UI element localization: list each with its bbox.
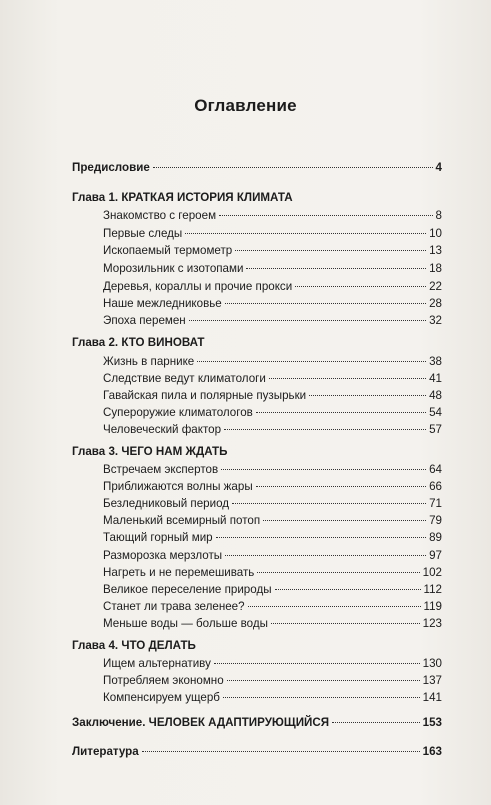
dot-leader bbox=[224, 429, 426, 430]
toc-page-number: 137 bbox=[422, 674, 442, 687]
toc-entry bbox=[103, 244, 442, 258]
dot-leader bbox=[235, 250, 426, 251]
toc-page-number: 41 bbox=[429, 372, 442, 385]
toc-entry bbox=[103, 297, 442, 311]
toc-page-number: 163 bbox=[422, 745, 442, 758]
dot-leader bbox=[246, 268, 426, 269]
toc-page-number: 130 bbox=[422, 657, 442, 670]
toc-entry-label: Приближаются волны жары bbox=[103, 480, 253, 493]
toc-entry bbox=[103, 423, 442, 437]
toc-entry-label: Наше межледниковье bbox=[103, 297, 222, 310]
toc-entry-label: Гавайская пила и полярные пузырьки bbox=[103, 389, 307, 402]
toc-entry-preface bbox=[72, 161, 442, 175]
toc-entry bbox=[103, 480, 442, 494]
toc-entry-label: Великое переселение природы bbox=[103, 583, 272, 596]
toc-page-number: 57 bbox=[429, 423, 442, 436]
toc-page-number: 48 bbox=[429, 389, 442, 402]
dot-leader bbox=[248, 606, 421, 607]
toc-page-number: 4 bbox=[435, 161, 442, 174]
toc-entry-label: Эпоха перемен bbox=[103, 314, 186, 327]
toc-entry-label: Разморозка мерзлоты bbox=[103, 549, 223, 562]
toc-page-number: 32 bbox=[429, 314, 442, 327]
toc-entry bbox=[103, 497, 442, 511]
toc-entry bbox=[103, 280, 442, 294]
dot-leader bbox=[263, 520, 426, 521]
toc-entry bbox=[103, 372, 442, 386]
toc-entry bbox=[103, 617, 442, 631]
chapter-heading: Глава 2. КТО ВИНОВАТ bbox=[72, 336, 205, 349]
dot-leader bbox=[227, 680, 420, 681]
dot-leader bbox=[225, 303, 426, 304]
chapter-heading: Глава 3. ЧЕГО НАМ ЖДАТЬ bbox=[72, 445, 228, 458]
toc-entry-label: Станет ли трава зеленее? bbox=[103, 600, 245, 613]
toc-entry-label: Заключение. ЧЕЛОВЕК АДАПТИРУЮЩИЙСЯ bbox=[72, 716, 330, 729]
toc-entry-label: Маленький всемирный потоп bbox=[103, 514, 261, 527]
dot-leader bbox=[221, 469, 426, 470]
toc-entry-label: Первые следы bbox=[103, 227, 183, 240]
page-title: Оглавление bbox=[194, 96, 297, 115]
toc-page-number: 102 bbox=[422, 566, 442, 579]
dot-leader bbox=[223, 697, 420, 698]
toc-page-number: 10 bbox=[429, 227, 442, 240]
toc-entry bbox=[103, 566, 442, 580]
dot-leader bbox=[257, 572, 419, 573]
toc-entry-label: Следствие ведут климатологи bbox=[103, 372, 266, 385]
toc-entry bbox=[103, 262, 442, 276]
dot-leader bbox=[197, 361, 426, 362]
dot-leader bbox=[256, 486, 426, 487]
toc-entry-label: Человеческий фактор bbox=[103, 423, 222, 436]
toc-page-number: 38 bbox=[429, 355, 442, 368]
toc-entry bbox=[103, 463, 442, 477]
toc-page-number: 18 bbox=[429, 262, 442, 275]
toc-entry bbox=[103, 691, 442, 705]
toc-page-number: 13 bbox=[429, 244, 442, 257]
toc-page-number: 54 bbox=[429, 406, 442, 419]
toc-entry bbox=[103, 549, 442, 563]
toc-entry bbox=[103, 600, 442, 614]
toc-page-number: 89 bbox=[429, 531, 442, 544]
chapter-heading: Глава 4. ЧТО ДЕЛАТЬ bbox=[72, 639, 196, 652]
toc-entry-label: Потребляем экономно bbox=[103, 674, 224, 687]
toc-entry-label: Нагреть и не перемешивать bbox=[103, 566, 255, 579]
toc-entry-label: Литература bbox=[72, 745, 139, 758]
toc-entry-label: Встречаем экспертов bbox=[103, 463, 219, 476]
dot-leader bbox=[219, 215, 433, 216]
toc-entry bbox=[103, 583, 442, 597]
toc-page-number: 141 bbox=[422, 691, 442, 704]
toc-entry-label: Деревья, кораллы и прочие прокси bbox=[103, 280, 293, 293]
dot-leader bbox=[189, 320, 426, 321]
dot-leader bbox=[142, 751, 420, 752]
toc-entry-literature bbox=[72, 745, 442, 759]
toc-page-number: 153 bbox=[422, 716, 442, 729]
toc-page-number: 97 bbox=[429, 549, 442, 562]
toc-entry-conclusion bbox=[72, 716, 442, 730]
dot-leader bbox=[153, 167, 433, 168]
dot-leader bbox=[185, 233, 426, 234]
dot-leader bbox=[225, 555, 426, 556]
toc-entry bbox=[103, 531, 442, 545]
toc-entry-label: Компенсируем ущерб bbox=[103, 691, 220, 704]
toc-page-number: 22 bbox=[429, 280, 442, 293]
toc-entry-label: Морозильник с изотопами bbox=[103, 262, 244, 275]
toc-entry-label: Ископаемый термометр bbox=[103, 244, 233, 257]
dot-leader bbox=[295, 286, 426, 287]
toc-entry-label: Меньше воды — больше воды bbox=[103, 617, 268, 630]
toc-entry bbox=[103, 355, 442, 369]
dot-leader bbox=[256, 412, 426, 413]
dot-leader bbox=[216, 537, 426, 538]
toc-entry bbox=[103, 406, 442, 420]
toc-page-number: 112 bbox=[423, 583, 442, 596]
toc-page-number: 64 bbox=[429, 463, 442, 476]
toc-entry bbox=[103, 657, 442, 671]
dot-leader bbox=[214, 663, 420, 664]
toc-entry bbox=[103, 209, 442, 223]
toc-entry bbox=[103, 514, 442, 528]
toc-page-number: 79 bbox=[429, 514, 442, 527]
dot-leader bbox=[275, 589, 421, 590]
toc-page-number: 123 bbox=[422, 617, 442, 630]
dot-leader bbox=[269, 378, 426, 379]
toc-entry-label: Тающий горный мир bbox=[103, 531, 213, 544]
toc-entry bbox=[103, 227, 442, 241]
toc-entry-label: Предисловие bbox=[72, 161, 150, 174]
dot-leader bbox=[271, 623, 420, 624]
toc-page-number: 28 bbox=[429, 297, 442, 310]
toc-entry-label: Жизнь в парнике bbox=[103, 355, 195, 368]
toc-entry-label: Безледниковый период bbox=[103, 497, 230, 510]
toc-page-number: 8 bbox=[435, 209, 442, 222]
dot-leader bbox=[309, 395, 426, 396]
dot-leader bbox=[232, 503, 426, 504]
toc-entry bbox=[103, 314, 442, 328]
toc-entry-label: Знакомство с героем bbox=[103, 209, 217, 222]
toc-entry bbox=[103, 389, 442, 403]
toc-page-number: 66 bbox=[429, 480, 442, 493]
chapter-heading: Глава 1. КРАТКАЯ ИСТОРИЯ КЛИМАТА bbox=[72, 191, 293, 204]
toc-entry-label: Супероружие климатологов bbox=[103, 406, 253, 419]
dot-leader bbox=[332, 722, 420, 723]
toc-entry bbox=[103, 674, 442, 688]
toc-entry-label: Ищем альтернативу bbox=[103, 657, 211, 670]
toc-page-number: 119 bbox=[423, 600, 442, 613]
toc-page-number: 71 bbox=[429, 497, 442, 510]
